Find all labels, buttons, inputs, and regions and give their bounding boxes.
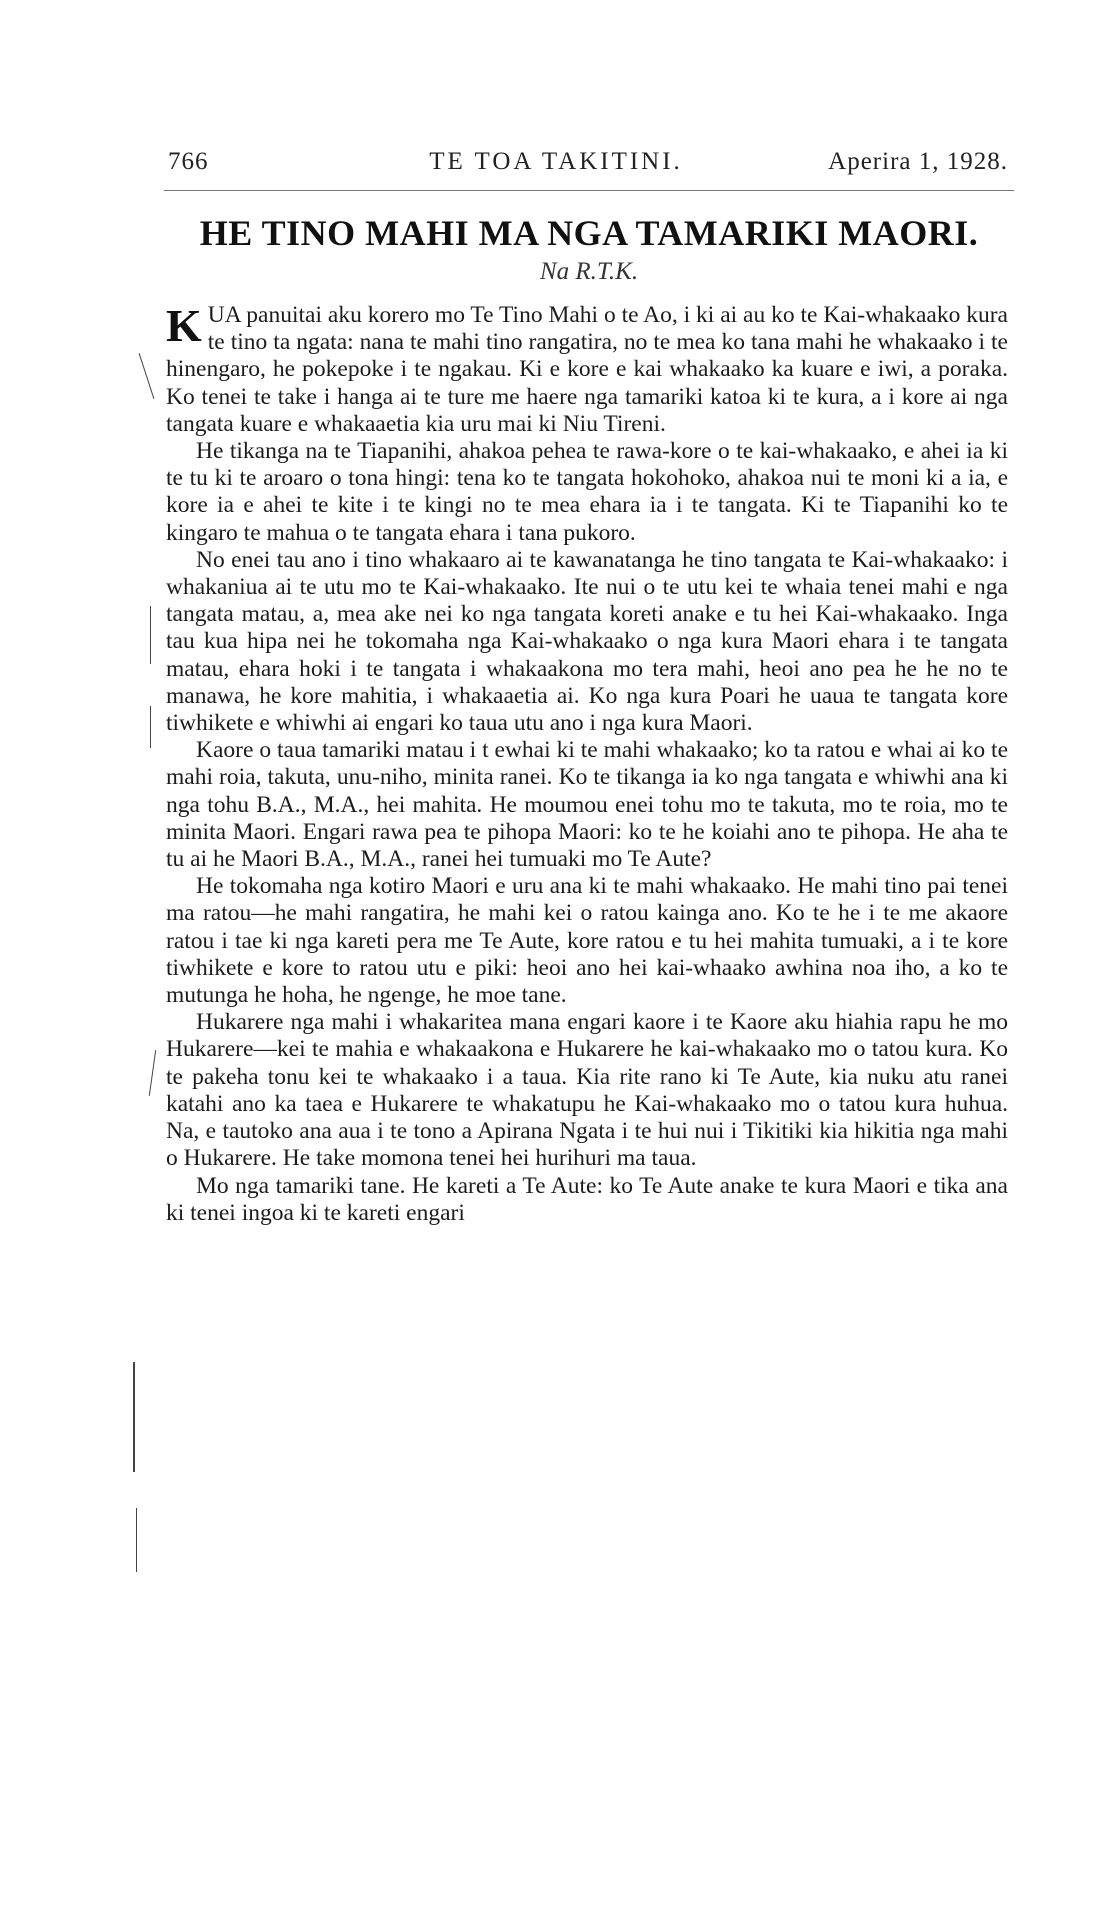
margin-mark	[149, 1050, 156, 1096]
paragraph-2: He tikanga na te Tiapanihi, ahakoa pehea te rawa-kore o te kai-whakaako, e ahei ia ki te tu ki te aroaro o tona hingi: tena ko te tangata hokohoko, ahakoa nui te moni ki a ia, e kore ia e ahei te kite i te kingi no te mea ehara ia i te tangata. Ki te Tiapanihi ko te kingaro te mahua o te tangata ehara i tana pukoro.	[166, 438, 1008, 546]
article-byline: Na R.T.K.	[539, 258, 639, 285]
margin-mark	[150, 606, 151, 664]
running-head	[168, 148, 1008, 178]
article-body	[166, 302, 1008, 1227]
journal-title: TE TOA TAKITINI.	[429, 148, 683, 175]
paragraph-6: Hukarere nga mahi i whakaritea mana engari kaore i te Kaore aku hiahia rapu he mo Hukarere—kei te mahia e whakaakona e Hukarere he kai-whakaako mo o tatou kura. Ko te pakeha tonu kei te whakaako i a taua. Kia rite rano ki Te Aute, kia nuku atu ranei katahi ano ka taea e Hukarere te whakatupu he Kai-whakaako mo o tatou kura huhua. Na, e tautoko ana aua i te tono a Apirana Ngata i te hui nui i Tikitiki kia hikitia nga mahi o Hukarere. He take momona tenei hei hurihuri ma taua.	[166, 1009, 1008, 1172]
margin-mark	[133, 1362, 135, 1472]
page-number: 766	[168, 148, 209, 175]
drop-cap: K	[166, 300, 202, 351]
margin-mark	[150, 706, 151, 748]
margin-mark	[136, 1508, 137, 1572]
paragraph-3: No enei tau ano i tino whakaaro ai te kawanatanga he tino tangata te Kai-whakaako: i whakaniua ai te utu mo te Kai-whakaako. Ite nui o te utu kei te whaia tenei mahi e nga tangata matau, a, mea ake nei ko nga tangata koreti anake e tu hei Kai-whakaako. Inga tau kua hipa nei he tokomaha nga Kai-whakaako o nga kura Maori ehara i te tangata matau, ehara hoki i te tangata i whakaakona mo tera mahi, heoi ano pea he he no te manawa, he kore mahitia, i whakaaetia ai. Ko nga kura Poari he uaua te tangata kore tiwhikete e whiwhi ai engari ko taua utu ano i nga kura Maori.	[166, 546, 1008, 737]
header-rule	[164, 190, 1014, 191]
article-title: HE TINO MAHI MA NGA TAMARIKI MAORI.	[199, 213, 979, 253]
paragraph-7: Mo nga tamariki tane. He kareti a Te Aute: ko Te Aute anake te kura Maori e tika ana ki tenei ingoa ki te kareti engari	[166, 1172, 1008, 1226]
paragraph-4: Kaore o taua tamariki matau i t ewhai ki te mahi whakaako; ko ta ratou e whai ai ko te mahi roia, takuta, unu-niho, minita ranei. Ko te tikanga ia ko nga tangata e whiwhi ana ki nga tohu B.A., M.A., hei mahita. He moumou enei tohu mo te takuta, mo te roia, mo te minita Maori. Engari rawa pea te pihopa Maori: ko te he koiahi ano te pihopa. He aha te tu ai he Maori B.A., M.A., ranei hei tumuaki mo Te Aute?	[166, 737, 1008, 873]
issue-date: Aperira 1, 1928.	[828, 148, 1008, 175]
paragraph-1	[166, 302, 1008, 438]
margin-mark	[139, 353, 155, 399]
paragraph-5: He tokomaha nga kotiro Maori e uru ana ki te mahi whakaako. He mahi tino pai tenei ma ratou—he mahi rangatira, he mahi kei o ratou kainga ano. Ko te he i te me akaore ratou i tae ki nga kareti pera me Te Aute, kore ratou e tu hei mahita tumuaki, a i te kore tiwhikete e kore to ratou utu e piki: heoi ano hei kai-whaako awhina noa iho, a ko te mutunga he hoha, he ngenge, he moe tane.	[166, 873, 1008, 1009]
paragraph-1-text: UA panuitai aku korero mo Te Tino Mahi o te Ao, i ki ai au ko te Kai-whakaako kura te tino ta ngata: nana te mahi tino rangatira, no te mea ko tana mahi he whakaako i te hinengaro, he pokepoke i te ngakau. Ki e kore e kai whakaako ka kuare e iwi, a poraka. Ko tenei te take i hanga ai te ture me haere nga tamariki katoa ki te kura, a i kore ai nga tangata kuare e whakaaetia kia uru mai ki Niu Tireni.	[166, 302, 1008, 437]
